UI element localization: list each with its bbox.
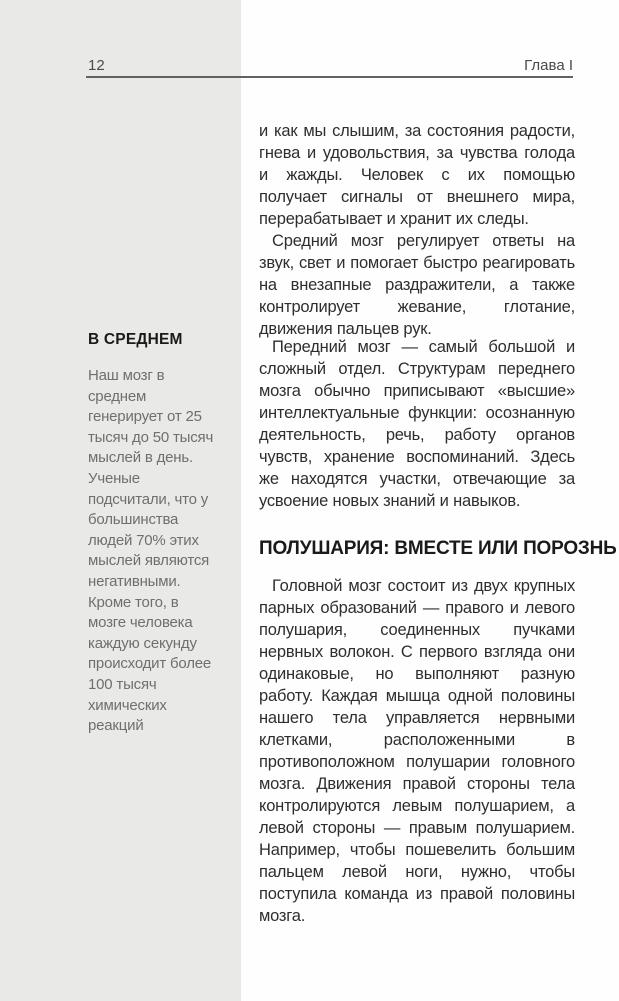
margin-note — [88, 331, 219, 737]
paragraph-forebrain: Передний мозг — самый большой и сложный отдел. Структурам переднего мозга обычно приписывают «высшие» интеллектуальные функции: осознанную деятельность, речь, работу органов чувств, хранение воспоминаний. Здесь же находятся участки, отвечающие за усвоение новых знаний и навыков. — [259, 338, 575, 510]
header-chapter-title: Глава I — [524, 57, 573, 74]
header-page-number: 12 — [88, 57, 105, 74]
paragraph-hearing-senses: и как мы слышим, за состояния радости, гнева и удовольствия, за чувства голода и жажды. Человек с их помощью получает сигналы от внешнего мира, перерабатывает и хранит их следы. — [259, 122, 575, 228]
margin-note-heading: В СРЕДНЕМ — [88, 331, 183, 348]
header-rule — [86, 76, 573, 78]
margin-note-text: Наш мозг в среднем генерирует от 25 тысяч до 50 тысяч мыслей в день. Ученые подсчитали, что у большинства людей 70% этих мыслей являются негативными. Кроме того, в мозге человека каждую секунду происходит более 100 тысяч химических реакций — [88, 367, 214, 735]
section-heading-hemispheres: ПОЛУШАРИЯ: ВМЕСТЕ ИЛИ ПОРОЗНЬ — [259, 538, 617, 559]
paragraph-midbrain: Средний мозг регулирует ответы на звук, свет и помогает быстро реагировать на внезапные раздражители, а также контролирует жевание, глотание, движения пальцев рук. — [259, 232, 575, 338]
paragraph-hemispheres: Головной мозг состоит из двух крупных парных образований — правого и левого полушария, соединенных пучками нервных волокон. С первого взгляда они одинаковые, но выполняют разную работу. Каждая мышца одной половины нашего тела управляется нервными клетками, расположенными в противоположном полушарии головного мозга. Движения правой стороны тела контролируются левым полушарием, а левой стороны — правым полушарием. Например, чтобы пошевелить большим пальцем левой ноги, нужно, чтобы поступила команда из правой половины мозга. — [259, 577, 575, 925]
